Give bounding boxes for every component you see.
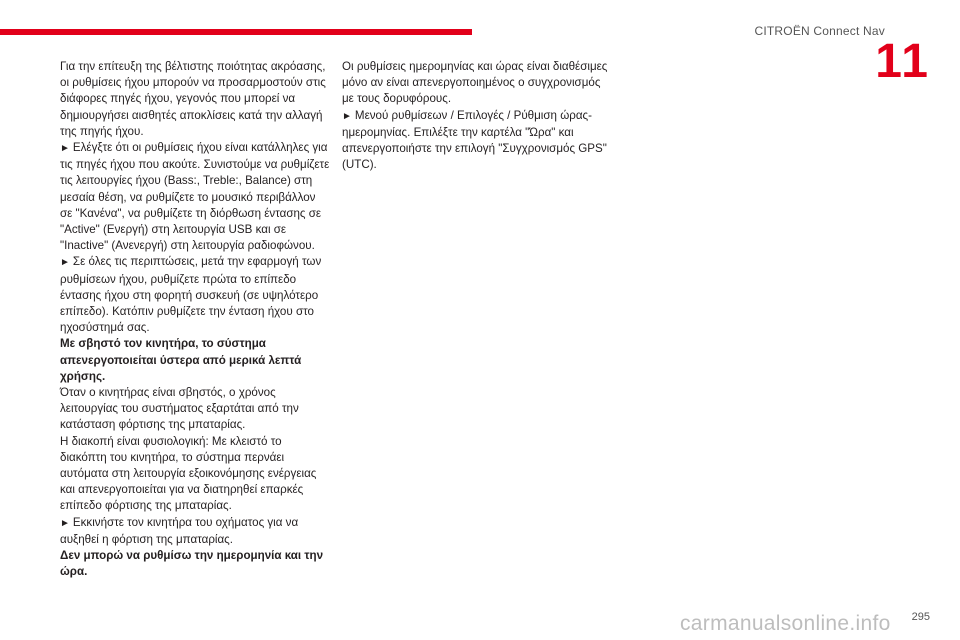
paragraph: Η διακοπή είναι φυσιολογική: Με κλειστό το διακόπτη του κινητήρα, το σύστημα περνάει αυτόματα στη λειτουργία εξοικονόμησης ενέργειας και απενεργοποιείται για να διατηρηθεί επαρκές επίπεδο φόρτισης της μπαταρίας. <box>60 434 317 513</box>
bullet-text: Σε όλες τις περιπτώσεις, μετά την εφαρμογή των ρυθμίσεων ήχου, ρυθμίζετε πρώτα το επίπεδο έντασης ήχου στη φορητή συσκευή (σε υψηλότερο επίπεδο). Κατόπιν ρυθμίζετε την ένταση ήχου στο ηχοσύστημά σας. <box>60 255 322 335</box>
watermark: carmanualsonline.info <box>680 612 891 635</box>
bullet-paragraph <box>60 515 330 548</box>
arrow-right-icon: ► <box>60 143 70 155</box>
right-column <box>342 59 610 173</box>
paragraph: Όταν ο κινητήρας είναι σβηστός, ο χρόνος λειτουργίας του συστήματος εξαρτάται από την κατάσταση φόρτισης της μπαταρίας. <box>60 386 299 432</box>
paragraph: Οι ρυθμίσεις ημερομηνίας και ώρας είναι διαθέσιμες μόνο αν είναι απενεργοποιημένος ο συγχρονισμός με τους δορυφόρους. <box>342 60 608 106</box>
arrow-right-icon: ► <box>60 517 70 529</box>
bullet-paragraph <box>342 108 610 174</box>
section-heading: Δεν μπορώ να ρυθμίσω την ημερομηνία και την ώρα. <box>60 549 324 579</box>
chapter-number: 11 <box>875 35 930 88</box>
bullet-text: Μενού ρυθμίσεων / Επιλογές / Ρύθμιση ώρας-ημερομηνίας. Επιλέξτε την καρτέλα "Ώρα" και απενεργοποιήστε την επιλογή "Συγχρονισμός GPS" (UTC). <box>342 108 607 172</box>
header-title: CITROËN Connect Nav <box>754 24 885 38</box>
bullet-text: Εκκινήστε τον κινητήρα του οχήματος για να αυξηθεί η φόρτιση της μπαταρίας. <box>60 515 299 546</box>
red-header-bar <box>0 29 472 35</box>
arrow-right-icon: ► <box>342 110 352 122</box>
bullet-paragraph <box>60 254 330 336</box>
paragraph: Για την επίτευξη της βέλτιστης ποιότητας ακρόασης, οι ρυθμίσεις ήχου μπορούν να προσαρμοστούν στις διάφορες πηγές ήχου, γεγονός που μπορεί να δημιουργήσει αισθητές αποκλίσεις κατά την αλλαγή της πηγής ήχου. <box>60 60 326 138</box>
page-number: 295 <box>911 611 930 623</box>
left-column <box>60 59 330 581</box>
arrow-right-icon: ► <box>60 257 70 269</box>
bullet-text: Ελέγξτε ότι οι ρυθμίσεις ήχου είναι κατάλληλες για τις πηγές ήχου που ακούτε. Συνιστούμε να ρυθμίζετε τις λειτουργίες ήχου (Bass:, Treble:, Balance) στη μεσαία θέση, να ρυθμίζετε το μουσικό περιβάλλον σε "Κανένα", να ρυθμίζετε τη διόρθωση έντασης σε "Active" (Ενεργή) στη λειτουργία USB και σε "Inactive" (Ανενεργή) στη λειτουργία ραδιοφώνου. <box>60 141 330 253</box>
bullet-paragraph <box>60 140 330 254</box>
section-heading: Με σβηστό τον κινητήρα, το σύστημα απενεργοποιείται ύστερα από μερικά λεπτά χρήσης. <box>60 337 302 383</box>
